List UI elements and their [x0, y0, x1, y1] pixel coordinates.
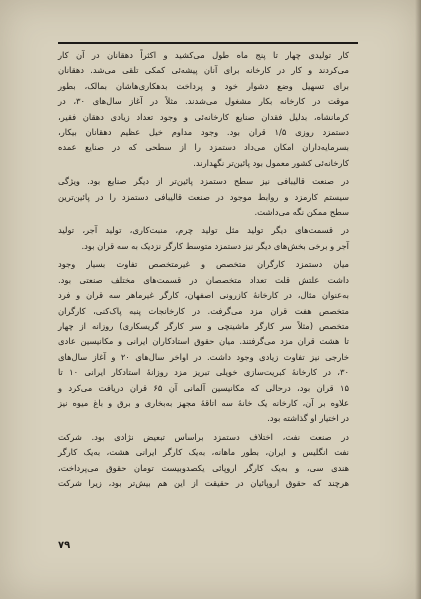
text-line: سطح ممکن نگه می‌داشت.	[254, 207, 349, 218]
paragraph	[58, 430, 358, 492]
text-line: در صنعت قالیبافی نیز سطح دستمزد پائین‌تر از دیگر صنایع بود. ویژگی	[58, 176, 349, 187]
paragraph	[58, 257, 358, 426]
text-line: نفت انگلیس و ایران، بطور ماهانه، به‌یک کارگر ایرانی هشت، به‌یک کارگر	[58, 447, 349, 458]
text-line: در اختیار او گذاشته بود.	[267, 413, 349, 424]
text-line: میان دستمزد کارگران متخصص و غیرمتخصص تفاوت بسیار وجود	[58, 259, 349, 270]
paragraph	[58, 174, 358, 220]
top-rule	[58, 42, 358, 44]
text-line: ۱۵ قران بود، درحالی که مکانیسین آلمانی آن ۶۵ قران دریافت می‌کرد و	[58, 382, 349, 393]
text-line: در صنعت نفت، اختلاف دستمزد براساس تبعیض نژادی بود. شرکت	[58, 431, 349, 442]
text-line: سیستم کارمزد و روابط موجود در صنعت قالیبافی دستمزد را در پائین‌ترین	[58, 191, 349, 202]
text-line: ۳۰، در کارخانهٔ کبریت‌سازی خویلی تبریز مزد روزانهٔ استادکار ایرانی ۱۰ تا	[58, 367, 350, 378]
text-line: کار تولیدی چهار تا پنج ماه طول می‌کشید و اکثراً دهقانان در آن کار	[58, 50, 349, 60]
text-line: دستمزد روزی ۱/۵ قران بود. وجود مداوم خیل عظیم دهقانان بیکار،	[58, 127, 349, 138]
page-number: ۷۹	[58, 540, 71, 551]
paragraph	[58, 223, 358, 254]
text-line: علاوه بر آن، کارخانه یک خانهٔ سه اتاقهٔ مجهز به‌بخاری و برق و باغ میوه نیز	[58, 397, 349, 408]
text-line: متخصص هفت قران مزد می‌گرفت. در کارخانجات پنبه پاک‌کنی، کارگران	[58, 305, 349, 316]
text-line: متخصص (مثلاً سر کارگر ماشینچی و سر کارگر گریسکاری) روزانه از چهار	[58, 320, 349, 331]
text-line: تا هشت قران مزد می‌گرفتند. میان حقوق استادکاران ایرانی و مکانیسین عادی	[58, 336, 349, 347]
text-line: بسرمایه‌داران امکان می‌داد دستمزد را از سطحی که در صنایع عمده	[58, 142, 349, 153]
text-line: آجر و برخی بخش‌های دیگر نیز دستمزد متوسط کارگر نزدیک به سه قران بود.	[81, 240, 349, 251]
text-line: کارخانه‌ئی کشور معمول بود پائین‌تر نگهدارند.	[193, 157, 349, 168]
paragraph	[58, 48, 358, 171]
text-line: در قسمت‌های دیگر تولید مثل تولید چرم، منبت‌کاری، تولید آجر، تولید	[58, 225, 349, 236]
text-line: موقت در کارخانه بکار مشغول می‌شدند. مثلاً در آغاز سال‌های ۳۰، در	[58, 96, 349, 107]
text-line: به‌عنوان مثال، در کارخانهٔ کازرونی اصفهان، کارگر غیرماهر سه قران و فرد	[58, 290, 349, 301]
text-line: هرچند که حقوق اروپائیان در حقیقت از این هم بیش‌تر بود، زیرا شرکت	[58, 477, 349, 488]
text-line: هندی سی، و به‌یک کارگر اروپائی یکصدوبیست تومان حقوق می‌پرداخت،	[58, 462, 349, 473]
text-line: خارجی نیز تفاوت زیادی وجود داشت. در اواخر سال‌های ۲۰ و آغاز سال‌های	[58, 351, 349, 362]
page-body-text	[58, 48, 358, 494]
text-line: می‌کردند و کار در کارخانه برای آنان پیشه‌ئی کمکی تلقی می‌شد. دهقانان	[58, 65, 349, 76]
text-line: برای تسهیل وضع دشوار خود و پرداخت بدهکاری‌هاشان بمالک، بطور	[58, 80, 349, 91]
text-line: کرمانشاه، بدلیل فقدان صنایع کارخانه‌ئی و وجود تعداد زیادی دهقان فقیر،	[58, 111, 349, 122]
text-line: داشت علتش قلت تعداد متخصصان در قسمت‌های مختلف صنعتی بود.	[58, 274, 349, 285]
